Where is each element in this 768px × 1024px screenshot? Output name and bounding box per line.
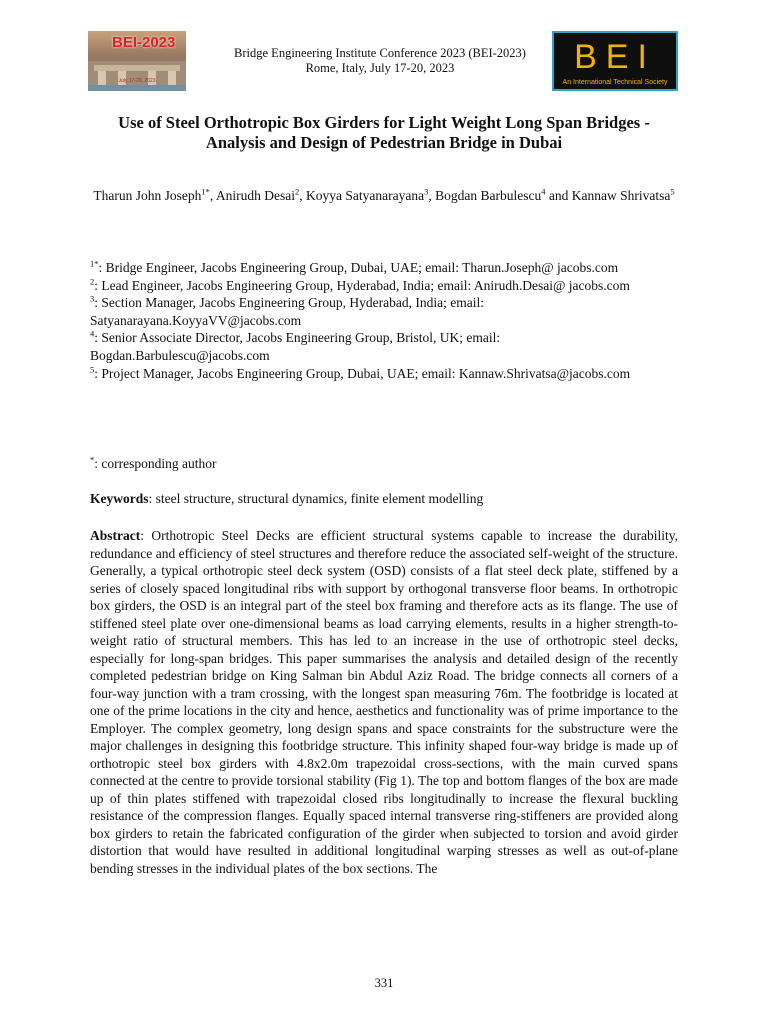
author-name: Bogdan Barbulescu (435, 188, 542, 203)
conference-location-date: Rome, Italy, July 17-20, 2023 (305, 61, 455, 75)
author-mark: 2 (295, 186, 300, 197)
author-name: Koyya Satyanarayana (306, 188, 425, 203)
affiliation-mark: 4 (90, 328, 95, 339)
keywords (90, 490, 678, 508)
author-separator: , (209, 188, 216, 203)
author-mark: 1* (201, 186, 210, 197)
affiliation-list (90, 259, 678, 382)
society-logo (552, 31, 678, 91)
affiliation-mark: 1* (90, 258, 99, 269)
society-logo-sub: An International Technical Society (562, 79, 668, 86)
page-number: 331 (374, 976, 394, 990)
author-separator: , (428, 188, 436, 203)
affiliation (90, 294, 678, 329)
author-separator: , (299, 188, 307, 203)
corresponding-author-note (90, 455, 678, 473)
affiliation (90, 365, 678, 383)
affiliation (90, 277, 678, 295)
conference-logo-text: BEI-2023 (112, 34, 176, 51)
affiliation-mark: 3 (90, 293, 95, 304)
conference-header (200, 46, 560, 76)
author-name: Anirudh Desai (215, 188, 296, 203)
affiliation-text: : Lead Engineer, Jacobs Engineering Group, Hyderabad, India; email: Anirudh.Desai@ jacobs.com (94, 277, 630, 293)
conference-logo (88, 31, 186, 91)
author-mark: 5 (670, 186, 675, 197)
abstract-text: : Orthotropic Steel Decks are efficient structural systems capable to increase the durability, redundance and efficiency of steel structures and therefore reduce the associated self-weight of the structure. Generally, a typical orthotropic steel deck system (OSD) consists of a flat steel deck plate, stiffened by a series of closely spaced longitudinal ribs with support by orthogonal transverse floor beams. In orthotropic box girders, the OSD is an integral part of the steel box framing and therefore acts as its flange. The use of stiffened steel plate over one-dimensional beams as load carrying elements, results in a higher strength-to-weight ratio of structural members. This has led to an increase in the use of orthotropic steel decks, especially for long-span bridges. This paper summarises the analysis and detailed design of the recently completed pedestrian bridge on King Salman bin Abdul Aziz Road. The bridge connects all corners of a four-way junction with a tram crossing, with the longest span measuring 76m. The footbridge is located at one of the prime locations in the city and hence, aesthetics and functionality was of prime importance to the Employer. The complex geometry, long design spans and space constraints for the substructure were the major challenges in designing this footbridge structure. This infinity shaped four-way bridge is made up of orthotropic steel box girders with 4.8x2.0m trapezoidal cross-sections, with the main curved spans connected at the centre to provide torsional stability (Fig 1). The top and bottom flanges of the box are made up of thin plates stiffened with trapezoidal closed ribs longitudinally to increase the flexural buckling resistance of the compression flanges. Equally spaced internal transverse ring-stiffeners are provided along box girders to retain the fabricated configuration of the girder when subjected to torsion and avoid girder distortion that would have resulted in additional longitudinal warping stresses as well as out-of-plane bending stresses in the individual plates of the box sections. The (90, 528, 678, 876)
author-mark: 4 (541, 186, 546, 197)
affiliation-text: : Senior Associate Director, Jacobs Engineering Group, Bristol, UK; email: Bogdan.Barbulescu@jacobs.com (90, 330, 501, 363)
svg-text:July 17-20, 2023: July 17-20, 2023 (118, 78, 156, 84)
affiliation (90, 329, 678, 364)
affiliation-text: : Section Manager, Jacobs Engineering Group, Hyderabad, India; email: Satyanarayana.KoyyaVV@jacobs.com (90, 295, 484, 328)
corresponding-text: : corresponding author (94, 456, 217, 471)
paper-title: Use of Steel Orthotropic Box Girders for Light Weight Long Span Bridges - Analysis and Design of Pedestrian Bridge in Dubai (118, 113, 650, 152)
abstract-label: Abstract (90, 528, 141, 543)
affiliation-mark: 5 (90, 364, 95, 375)
author-list (90, 187, 678, 205)
affiliation-text: : Project Manager, Jacobs Engineering Group, Dubai, UAE; email: Kannaw.Shrivatsa@jacobs.com (94, 365, 631, 381)
abstract (90, 527, 678, 877)
affiliation-text: : Bridge Engineer, Jacobs Engineering Group, Dubai, UAE; email: Tharun.Joseph@ jacobs.com (98, 260, 619, 275)
conference-name: Bridge Engineering Institute Conference 2023 (BEI-2023) (234, 46, 526, 60)
fountain-image-icon (88, 61, 186, 91)
keywords-text: : steel structure, structural dynamics, finite element modelling (148, 491, 484, 506)
affiliation (90, 259, 678, 277)
affiliation-mark: 2 (90, 276, 95, 287)
corresponding-mark: * (90, 454, 95, 465)
author-name: Kannaw Shrivatsa (571, 188, 671, 203)
society-logo-main: BEI (574, 38, 656, 76)
author-name: Tharun John Joseph (93, 188, 202, 203)
keywords-label: Keywords (90, 491, 149, 506)
author-separator: and (545, 188, 572, 203)
author-mark: 3 (424, 186, 429, 197)
